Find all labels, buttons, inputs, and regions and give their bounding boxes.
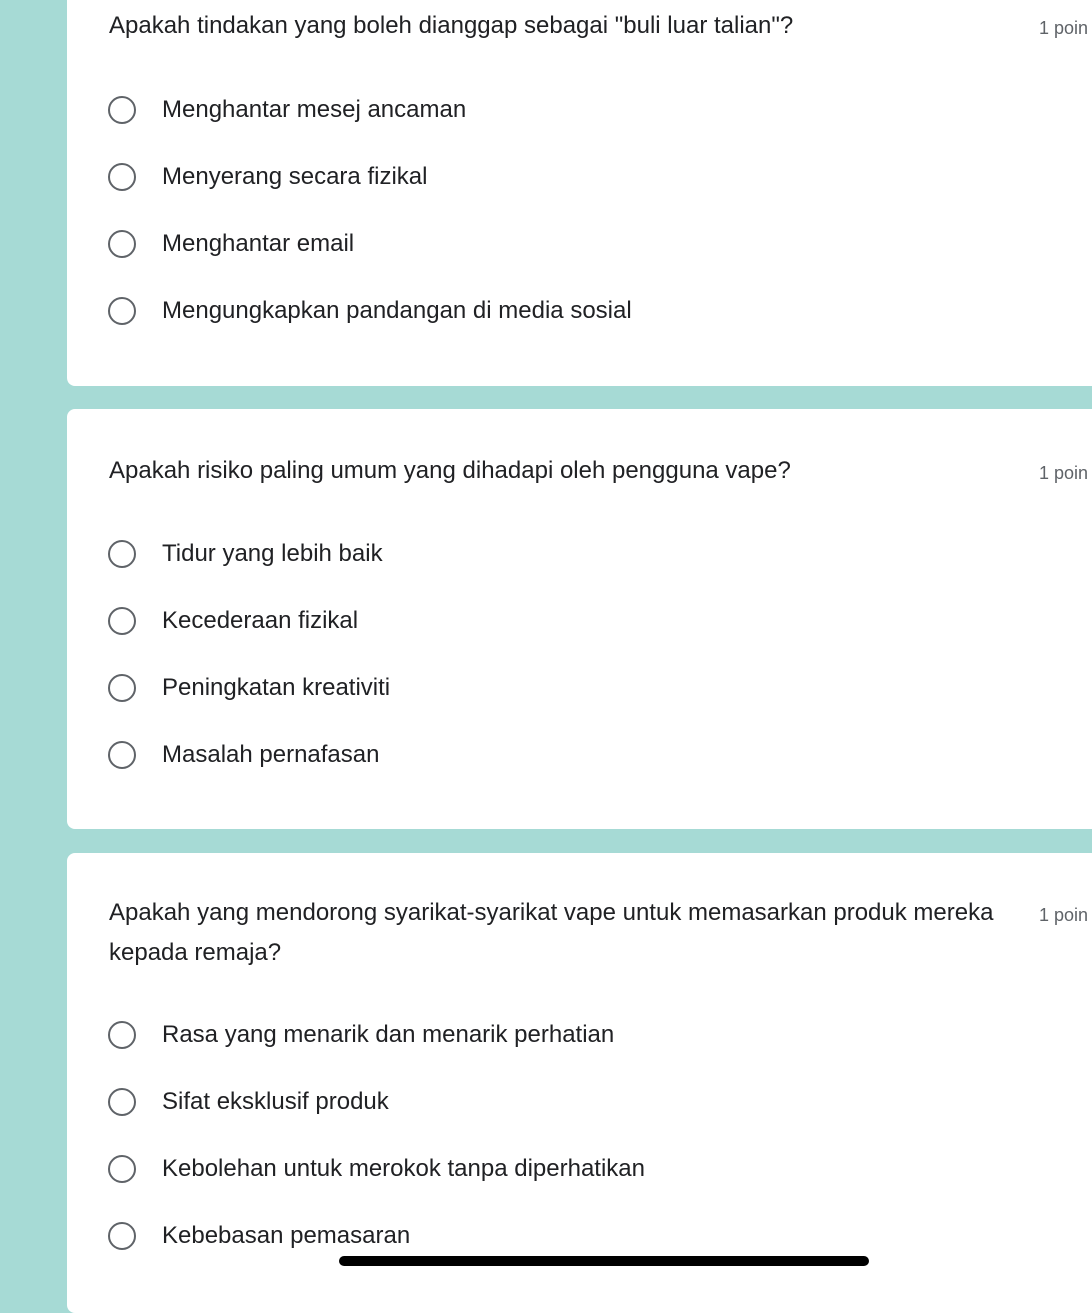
radio-button[interactable] bbox=[108, 163, 136, 191]
option-tidur-yang-lebih-baik[interactable] bbox=[108, 534, 383, 574]
radio-button[interactable] bbox=[108, 1155, 136, 1183]
question-card-3 bbox=[67, 853, 1092, 1313]
radio-button[interactable] bbox=[108, 1021, 136, 1049]
points-label: 1 poin bbox=[1039, 463, 1089, 483]
option-label: Kecederaan fizikal bbox=[162, 607, 359, 634]
option-kecederaan-fizikal[interactable] bbox=[108, 601, 358, 641]
radio-button[interactable] bbox=[108, 96, 136, 124]
option-menyerang-secara-fizikal[interactable] bbox=[108, 157, 427, 197]
option-peningkatan-kreativiti[interactable] bbox=[108, 668, 390, 708]
option-label: Sifat eksklusif produk bbox=[162, 1088, 389, 1115]
option-label: Kebebasan pemasaran bbox=[162, 1222, 411, 1249]
option-sifat-eksklusif-produk[interactable] bbox=[108, 1082, 389, 1122]
radio-button[interactable] bbox=[108, 1088, 136, 1116]
option-label: Rasa yang menarik dan menarik perhatian bbox=[162, 1021, 615, 1048]
option-mengungkapkan-pandangan[interactable] bbox=[108, 291, 632, 331]
radio-button[interactable] bbox=[108, 297, 136, 325]
points-label: 1 poin bbox=[1039, 905, 1089, 925]
option-rasa-yang-menarik[interactable] bbox=[108, 1015, 614, 1055]
option-label: Tidur yang lebih baik bbox=[162, 540, 383, 567]
radio-button[interactable] bbox=[108, 1222, 136, 1250]
option-menghantar-mesej-ancaman[interactable] bbox=[108, 90, 466, 130]
radio-button[interactable] bbox=[108, 540, 136, 568]
question-card-2 bbox=[67, 409, 1092, 829]
option-label: Masalah pernafasan bbox=[162, 741, 380, 768]
option-label: Menghantar email bbox=[162, 230, 355, 257]
option-masalah-pernafasan[interactable] bbox=[108, 735, 379, 775]
option-label: Menghantar mesej ancaman bbox=[162, 96, 467, 123]
option-kebolehan-merokok[interactable] bbox=[108, 1149, 645, 1189]
home-indicator[interactable] bbox=[339, 1256, 869, 1266]
question-text: Apakah yang mendorong syarikat-syarikat vape untuk memasarkan produk mereka kepada remaja? bbox=[109, 899, 994, 966]
question-text: Apakah risiko paling umum yang dihadapi oleh pengguna vape? bbox=[109, 457, 791, 484]
question-card-1 bbox=[67, 0, 1092, 386]
option-menghantar-email[interactable] bbox=[108, 224, 354, 264]
radio-button[interactable] bbox=[108, 674, 136, 702]
option-label: Kebolehan untuk merokok tanpa diperhatikan bbox=[162, 1155, 645, 1182]
option-label: Mengungkapkan pandangan di media sosial bbox=[162, 297, 632, 324]
points-label: 1 poin bbox=[1039, 18, 1089, 38]
option-label: Menyerang secara fizikal bbox=[162, 163, 428, 190]
radio-button[interactable] bbox=[108, 607, 136, 635]
radio-button[interactable] bbox=[108, 741, 136, 769]
option-label: Peningkatan kreativiti bbox=[162, 674, 391, 701]
option-kebebasan-pemasaran[interactable] bbox=[108, 1216, 410, 1256]
question-text: Apakah tindakan yang boleh dianggap sebagai "buli luar talian"? bbox=[109, 12, 794, 39]
radio-button[interactable] bbox=[108, 230, 136, 258]
